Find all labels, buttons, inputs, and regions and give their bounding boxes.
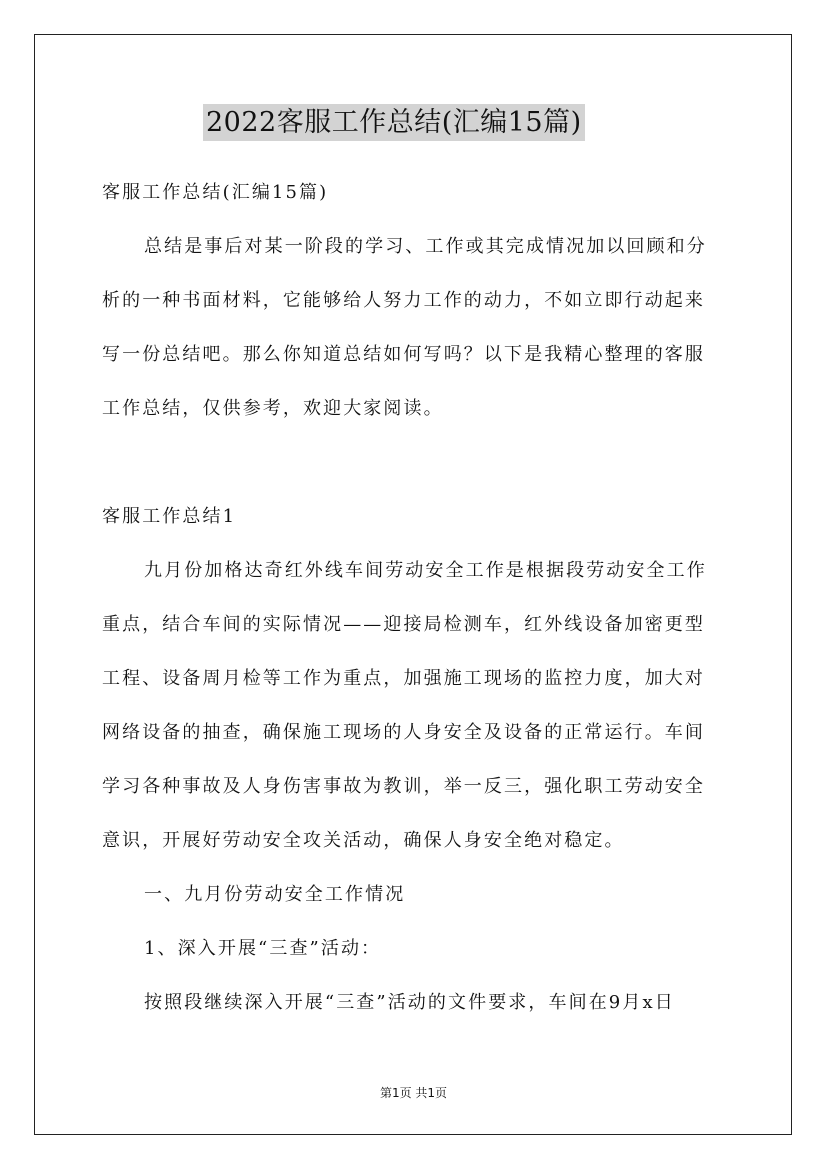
subheading-2: 1、深入开展“三查”活动： — [144, 938, 382, 959]
section-line-5: 学习各种事故及人身伤害事故为教训，举一反三，强化职工劳动安全 — [102, 776, 705, 797]
document-title: 2022客服工作总结(汇编15篇) — [203, 104, 585, 141]
section-line-4: 网络设备的抽查，确保施工现场的人身安全及设备的正常运行。车间 — [102, 722, 705, 743]
section-line-2: 重点，结合车间的实际情况——迎接局检测车，红外线设备加密更型 — [102, 614, 705, 635]
intro-line-2: 析的一种书面材料，它能够给人努力工作的动力，不如立即行动起来 — [102, 290, 705, 311]
intro-line-4: 工作总结，仅供参考，欢迎大家阅读。 — [102, 398, 444, 419]
subheading-1: 一、九月份劳动安全工作情况 — [144, 884, 406, 905]
page-footer: 第1页 共1页 — [379, 1086, 448, 1100]
section-heading: 客服工作总结1 — [102, 506, 237, 527]
intro-line-3: 写一份总结吧。那么你知道总结如何写吗？以下是我精心整理的客服 — [102, 344, 705, 365]
document-subtitle: 客服工作总结(汇编15篇) — [102, 182, 329, 203]
section-line-1: 九月份加格达奇红外线车间劳动安全工作是根据段劳动安全工作 — [144, 560, 707, 581]
section-line-3: 工程、设备周月检等工作为重点，加强施工现场的监控力度，加大对 — [102, 668, 705, 689]
section-line-6: 意识，开展好劳动安全攻关活动，确保人身安全绝对稳定。 — [102, 830, 625, 851]
body-last-line: 按照段继续深入开展“三查”活动的文件要求，车间在9月x日 — [144, 992, 675, 1013]
intro-line-1: 总结是事后对某一阶段的学习、工作或其完成情况加以回顾和分 — [144, 236, 707, 257]
